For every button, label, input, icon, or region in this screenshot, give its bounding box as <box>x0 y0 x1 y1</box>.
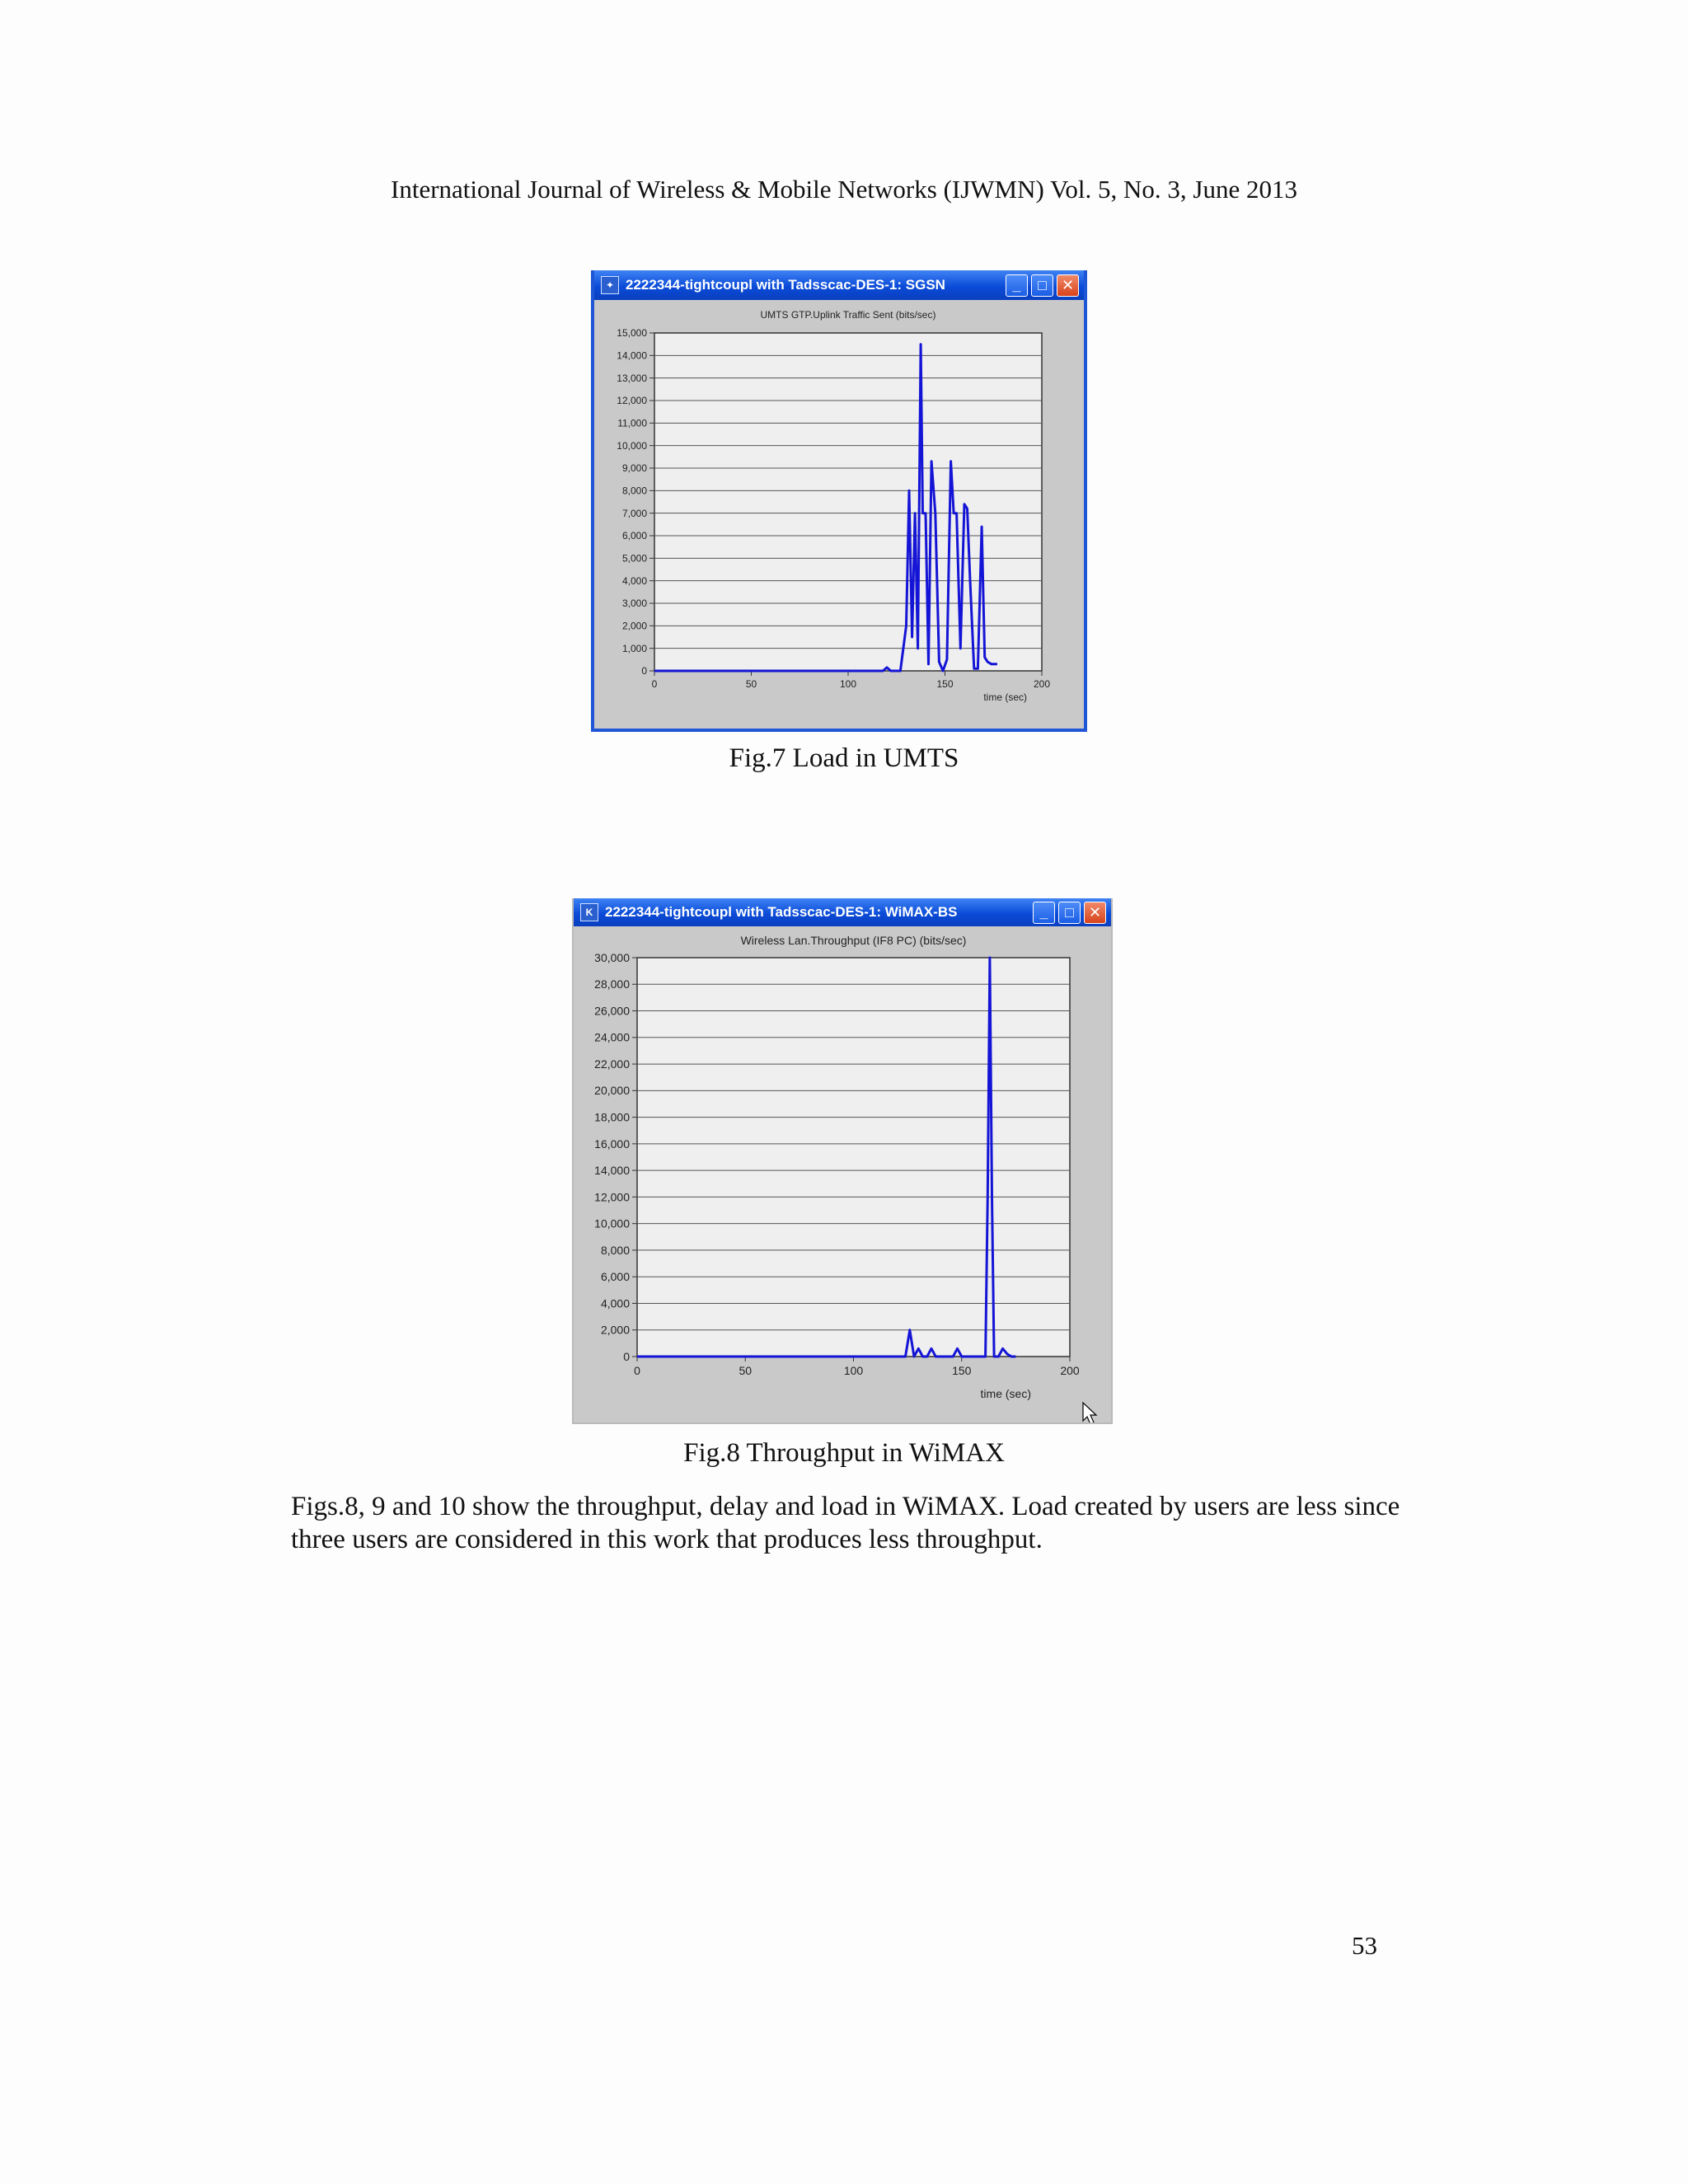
y-tick-label: 16,000 <box>594 1137 630 1151</box>
maximize-button[interactable]: □ <box>1058 902 1081 924</box>
y-tick-label: 18,000 <box>594 1110 630 1124</box>
x-tick-label: 50 <box>745 678 757 690</box>
y-tick-label: 7,000 <box>621 507 647 519</box>
figure-8-caption: Fig.8 Throughput in WiMAX <box>683 1438 1005 1468</box>
y-tick-label: 14,000 <box>594 1164 630 1178</box>
x-tick-label: 200 <box>1060 1364 1080 1377</box>
minimize-button[interactable]: _ <box>1033 902 1055 924</box>
x-tick-label: 200 <box>1033 678 1051 690</box>
y-tick-label: 3,000 <box>621 598 647 610</box>
y-tick-label: 4,000 <box>621 574 647 587</box>
y-tick-label: 26,000 <box>594 1004 630 1018</box>
journal-header: International Journal of Wireless & Mobile Networks (IJWMN) Vol. 5, No. 3, June 2013 <box>391 175 1297 204</box>
y-tick-label: 10,000 <box>594 1216 630 1230</box>
window-titlebar[interactable] <box>594 270 1084 300</box>
x-axis-label: time (sec) <box>980 1387 1031 1400</box>
y-tick-label: 10,000 <box>617 439 647 452</box>
x-tick-label: 150 <box>936 678 954 690</box>
y-tick-label: 11,000 <box>617 417 647 429</box>
x-tick-label: 0 <box>651 678 658 690</box>
y-tick-label: 0 <box>623 1349 630 1363</box>
window-title: 2222344-tightcoupl with Tadsscac-DES-1: WiMAX-BS <box>605 904 958 920</box>
x-tick-label: 100 <box>839 678 857 690</box>
y-tick-label: 30,000 <box>594 950 630 964</box>
body-paragraph: Figs.8, 9 and 10 show the throughput, delay and load in WiMAX. Load created by users are less since three users are considered in this work that produces less throughput. <box>291 1492 1400 1554</box>
x-tick-label: 0 <box>634 1364 640 1377</box>
x-tick-label: 100 <box>843 1364 864 1377</box>
page-number: 53 <box>1352 1931 1377 1960</box>
close-button[interactable]: ✕ <box>1057 274 1079 297</box>
y-tick-label: 0 <box>641 665 647 677</box>
app-icon: K <box>580 903 598 921</box>
maximize-button[interactable]: □ <box>1031 274 1053 297</box>
y-tick-label: 2,000 <box>600 1323 630 1337</box>
mouse-cursor-icon <box>1083 1403 1096 1422</box>
y-tick-label: 20,000 <box>594 1084 630 1098</box>
sgsn-chart-window[interactable] <box>591 270 1087 732</box>
y-tick-label: 12,000 <box>594 1190 630 1204</box>
wimax-throughput-chart <box>574 926 1111 1422</box>
wimax-chart-window[interactable] <box>572 898 1113 1424</box>
window-titlebar[interactable] <box>574 898 1111 926</box>
chart-title: UMTS GTP.Uplink Traffic Sent (bits/sec) <box>760 309 936 321</box>
y-tick-label: 4,000 <box>600 1296 630 1310</box>
figure-7-caption: Fig.7 Load in UMTS <box>729 743 959 773</box>
minimize-button[interactable]: _ <box>1006 274 1028 297</box>
window-title: 2222344-tightcoupl with Tadsscac-DES-1: SGSN <box>626 277 945 293</box>
y-tick-label: 2,000 <box>621 620 647 632</box>
y-tick-label: 13,000 <box>617 372 647 384</box>
y-tick-label: 15,000 <box>617 327 647 340</box>
y-tick-label: 8,000 <box>621 485 647 497</box>
y-tick-label: 6,000 <box>600 1270 630 1284</box>
y-tick-label: 1,000 <box>621 642 647 654</box>
y-tick-label: 22,000 <box>594 1057 630 1071</box>
x-tick-label: 50 <box>738 1364 753 1377</box>
app-icon: ✦ <box>601 276 619 294</box>
close-button[interactable]: ✕ <box>1084 902 1106 924</box>
chart-title: Wireless Lan.Throughput (IF8 PC) (bits/sec) <box>740 934 967 947</box>
wimax-throughput-plot <box>574 926 1111 1422</box>
x-axis-label: time (sec) <box>983 691 1027 703</box>
x-tick-label: 150 <box>952 1364 972 1377</box>
y-tick-label: 28,000 <box>594 977 630 991</box>
y-tick-label: 6,000 <box>621 530 647 542</box>
plot-area <box>637 958 1070 1357</box>
umts-load-plot <box>594 300 1084 729</box>
umts-load-chart <box>594 300 1084 729</box>
y-tick-label: 8,000 <box>600 1243 630 1257</box>
y-tick-label: 14,000 <box>617 349 647 362</box>
y-tick-label: 9,000 <box>621 462 647 475</box>
y-tick-label: 24,000 <box>594 1030 630 1044</box>
y-tick-label: 5,000 <box>621 552 647 565</box>
y-tick-label: 12,000 <box>617 395 647 407</box>
